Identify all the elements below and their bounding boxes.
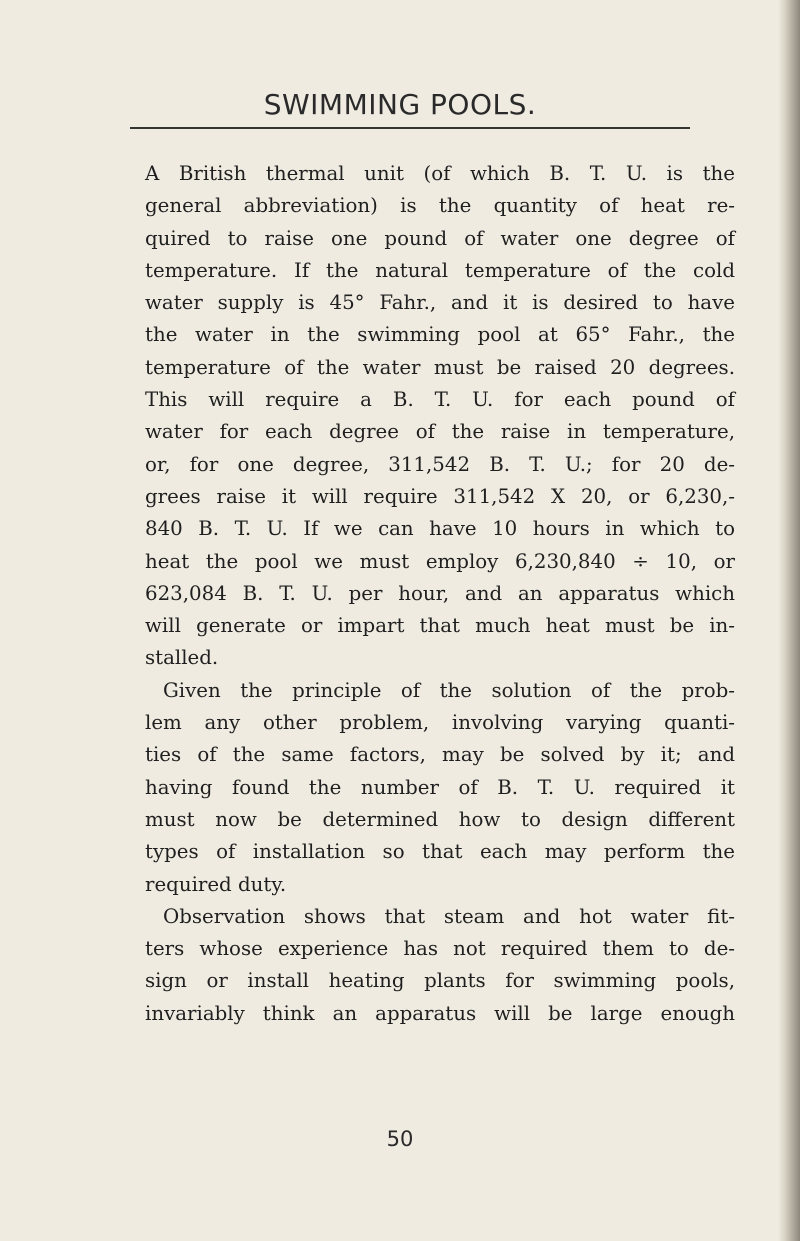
paragraph-1-line: general abbreviation) is the quantity of heat re- [145, 194, 735, 218]
paragraph-2-line: required duty. [145, 872, 287, 896]
paragraph-3-line: sign or install heating plants for swimming pools, [145, 969, 735, 993]
paragraph-3-line: Observation shows that steam and hot water fit- [163, 904, 735, 928]
paragraph-2-line: ties of the same factors, may be solved by it; and [145, 743, 735, 767]
page-number: 50 [386, 1127, 414, 1151]
paragraph-1-line: This will require a B. T. U. for each pound of [145, 388, 735, 412]
paragraph-2-line: Given the principle of the solution of the prob- [163, 678, 735, 702]
paragraph-1-line: water supply is 45° Fahr., and it is desired to have [145, 291, 735, 315]
paragraph-2-line: lem any other problem, involving varying quanti- [145, 711, 735, 735]
paragraph-1-line: heat the pool we must employ 6,230,840 ÷ 10, or [145, 549, 735, 573]
paragraph-1-line: quired to raise one pound of water one degree of [145, 226, 735, 250]
paragraph-1-line: temperature. If the natural temperature of the cold [145, 258, 735, 282]
running-head: SWIMMING POOLS. [263, 88, 537, 121]
body-text [145, 158, 735, 1030]
paragraph-1-line: stalled. [145, 646, 219, 670]
paragraph-3-line: ters whose experience has not required them to de- [145, 937, 735, 961]
header-rule [130, 127, 690, 129]
paragraph-1-line: A British thermal unit (of which B. T. U. is the [145, 162, 735, 185]
paragraph-2-line: must now be determined how to design different [145, 807, 735, 831]
paragraph-1-line: or, for one degree, 311,542 B. T. U.; for 20 de- [145, 452, 735, 476]
paragraph-1-line: will generate or impart that much heat must be in- [145, 614, 735, 638]
paragraph-1-line: temperature of the water must be raised 20 degrees. [145, 355, 735, 379]
paragraph-1-line: 840 B. T. U. If we can have 10 hours in which to [145, 517, 735, 541]
paragraph-1-line: water for each degree of the raise in temperature, [145, 420, 735, 444]
paragraph-1-line: 623,084 B. T. U. per hour, and an apparatus which [145, 581, 735, 605]
paragraph-1-line: grees raise it will require 311,542 X 20, or 6,230,- [145, 484, 735, 508]
paragraph-2-line: types of installation so that each may perform the [145, 840, 735, 864]
paragraph-3-line: invariably think an apparatus will be large enough [145, 1001, 735, 1025]
paragraph-1-line: the water in the swimming pool at 65° Fahr., the [145, 323, 735, 347]
page-edge-shadow [778, 0, 800, 1241]
paragraph-2-line: having found the number of B. T. U. required it [145, 775, 735, 799]
